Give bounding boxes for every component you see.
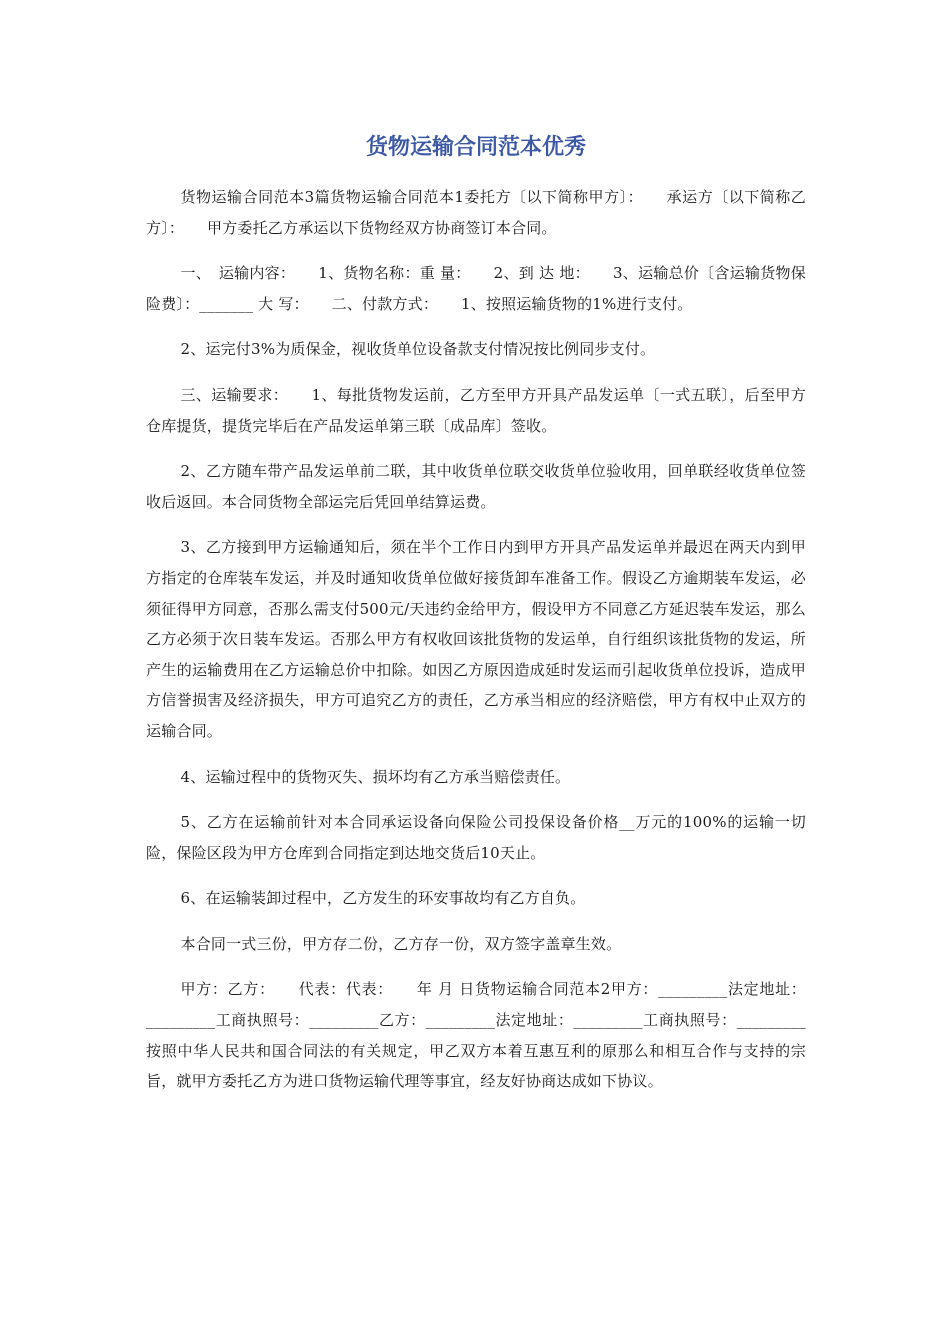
paragraph-dispatch-terms: 3、乙方接到甲方运输通知后，须在半个工作日内到甲方开具产品发运单并最迟在两天内到甲方指定的仓库装车发运，并及时通知收货单位做好接货卸车准备工作。假设乙方逾期装车发运，必须征得甲方同意，否那么需支付500元/天违约金给甲方，假设甲方不同意乙方延迟装车发运，那么乙方必须于次日装车发运。否那么甲方有权收回该批货物的发运单，自行组织该批货物的发运，所产生的运输费用在乙方运输总价中扣除。如因乙方原因造成延时发运而引起收货单位投诉，造成甲方信誉损害及经济损失，甲方可追究乙方的责任，乙方承当相应的经济赔偿，甲方有权中止双方的运输合同。 (146, 538, 806, 740)
paragraph-transport-content: 一、 运输内容： 1、货物名称：重 量： 2、到 达 地： 3、运输总价〔含运输货物保险费〕：_______ 大 写： 二、付款方式： 1、按照运输货物的1%进行支付。 (146, 264, 806, 313)
paragraph-copies: 本合同一式三份，甲方存二份，乙方存一份，双方签字盖章生效。 (180, 934, 622, 953)
paragraph-intro: 货物运输合同范本3篇货物运输合同范本1委托方〔以下简称甲方〕： 承运方〔以下简称乙方〕： 甲方委托乙方承运以下货物经双方协商签订本合同。 (146, 188, 806, 237)
paragraph-delivery-note: 2、乙方随车带产品发运单前二联，其中收货单位联交收货单位验收用，回单联经收货单位签收后返回。本合同货物全部运完后凭回单结算运费。 (146, 462, 806, 511)
paragraph-safety: 6、在运输装卸过程中，乙方发生的环安事故均有乙方自负。 (180, 889, 586, 908)
paragraph-insurance: 5、乙方在运输前针对本合同承运设备向保险公司投保设备价格__万元的100%的运输一切险，保险区段为甲方仓库到合同指定到达地交货后10天止。 (146, 813, 806, 862)
document-title: 货物运输合同范本优秀 (365, 135, 586, 160)
document-body (146, 182, 806, 1112)
paragraph-loss-liability: 4、运输过程中的货物灭失、损坏均有乙方承当赔偿责任。 (180, 767, 571, 786)
paragraph-signatures-template2: 甲方：乙方： 代表：代表： 年 月 日货物运输合同范本2甲方：_________法定地址：_________工商执照号：_________乙方：_________法定地址：_________工商执照号：_________按照中华人民共和国合同法的有关规定，甲乙双方本着互惠互利的原那么和相互合作与支持的宗旨，就甲方委托乙方为进口货物运输代理等事宜，经友好协商达成如下协议。 (146, 980, 806, 1091)
paragraph-quality-deposit: 2、运完付3%为质保金，视收货单位设备款支付情况按比例同步支付。 (180, 340, 656, 359)
paragraph-transport-requirements: 三、运输要求： 1、每批货物发运前，乙方至甲方开具产品发运单〔一式五联〕，后至甲方仓库提货，提货完毕后在产品发运单第三联〔成品库〕签收。 (146, 385, 806, 435)
